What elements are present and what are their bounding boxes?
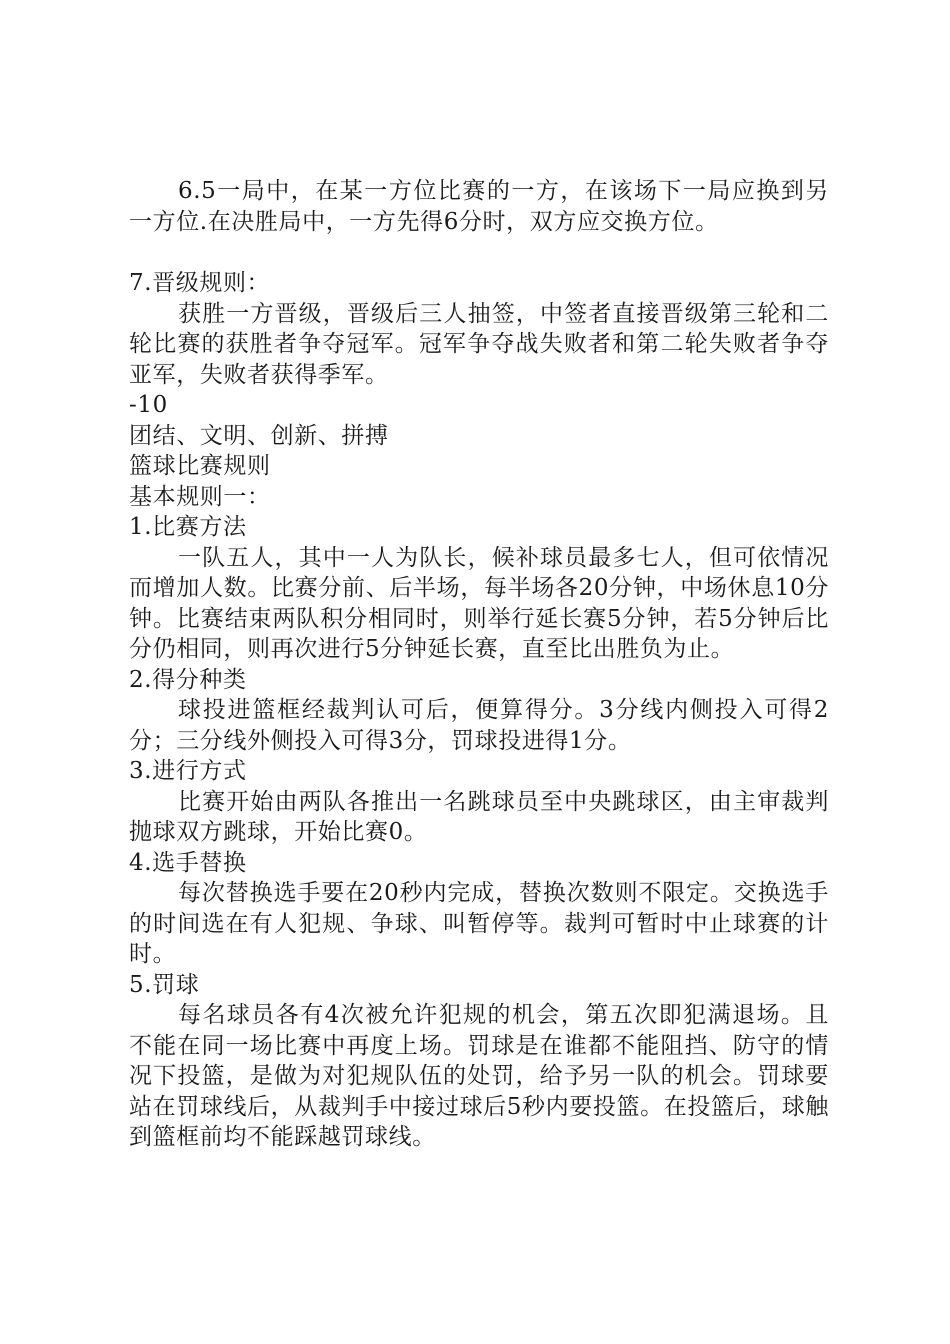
heading-substitution: 4.选手替换 (129, 849, 247, 876)
heading-match-method: 1.比赛方法 (129, 514, 247, 540)
heading-scoring-types: 2.得分种类 (129, 666, 247, 693)
paragraph-scoring-types: 球投进篮框经裁判认可后，便算得分。3分线内侧投入可得2分；三分线外侧投入可得3分，罚球投进得1分。 (129, 697, 829, 754)
heading-free-throw: 5.罚球 (129, 971, 200, 998)
page-marker: -10 (129, 392, 168, 418)
paragraph-free-throw: 每名球员各有4次被允许犯规的机会，第五次即犯满退场。且不能在同一场比赛中再度上场。罚球是在谁都不能阻挡、防守的情况下投篮，是做为对犯规队伍的处罚，给予另一队的机会。罚球要站在罚球线后，从裁判手中接过球后5秒内要投篮。在投篮后，球触到篮框前均不能踩越罚球线。 (129, 1002, 829, 1150)
paragraph-match-method: 一队五人，其中一人为队长，候补球员最多七人，但可依情况而增加人数。比赛分前、后半场，每半场各20分钟，中场休息10分钟。比赛结束两队积分相同时，则举行延长赛5分钟，若5分钟后比分仍相同，则再次进行5分钟延长赛，直至比出胜负为止。 (129, 544, 829, 662)
document-body (129, 176, 829, 1153)
paragraph-6-5-side-change: 6.5一局中，在某一方位比赛的一方，在该场下一局应换到另一方位.在决胜局中，一方先得6分时，双方应交换方位。 (129, 178, 829, 235)
motto-line: 团结、文明、创新、拼搏 (129, 422, 389, 449)
heading-game-procedure: 3.进行方式 (129, 758, 247, 784)
paragraph-substitution: 每次替换选手要在20秒内完成，替换次数则不限定。交换选手的时间选在有人犯规、争球、叫暂停等。裁判可暂时中止球赛的计时。 (129, 880, 829, 967)
section-title-basketball-rules: 篮球比赛规则 (129, 453, 271, 479)
paragraph-spacer (129, 237, 829, 268)
paragraph-game-procedure: 比赛开始由两队各推出一名跳球员至中央跳球区，由主审裁判抛球双方跳球，开始比赛0。 (129, 788, 829, 845)
paragraph-advancement-rules: 获胜一方晋级，晋级后三人抽签，中签者直接晋级第三轮和二轮比赛的获胜者争夺冠军。冠军争夺战失败者和第二轮失败者争夺亚军，失败者获得季军。 (129, 300, 829, 388)
heading-advancement-rules: 7.晋级规则： (129, 270, 271, 296)
subsection-title-basic-rules: 基本规则一： (129, 483, 271, 510)
